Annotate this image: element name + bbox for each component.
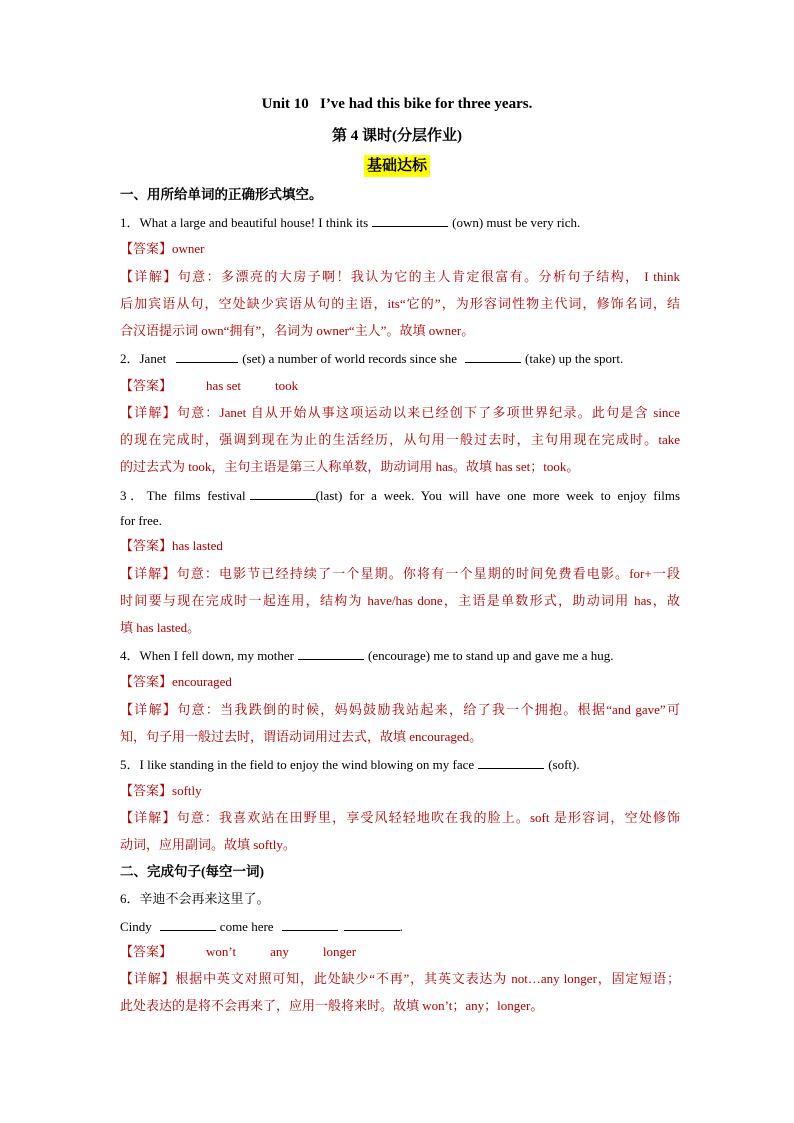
question-text: 5．I like standing in the field to enjoy the wind blowing on my face <box>120 757 475 772</box>
question-text: (soft). <box>548 757 580 772</box>
answer-6 <box>120 943 680 961</box>
question-text: . <box>399 919 403 934</box>
detail-text: 句意：多漂亮的大房子啊！我认为它的主人肯定很富有。分析句子结构， I think <box>177 269 680 284</box>
question-text: (set) a number of world records since she <box>242 351 458 366</box>
question-2 <box>120 349 680 368</box>
detail-tag: 【详解】 <box>120 269 178 284</box>
detail-text: 句意：电影节已经持续了一个星期。你将有一个星期的时间免费看电影。for+一段 <box>176 566 680 581</box>
answer-blank <box>298 646 364 660</box>
detail-tag: 【详解】 <box>120 810 177 825</box>
detail-5-line-2: 动词，应用副词。故填 softly。 <box>120 837 296 852</box>
detail-text: 句意：当我跌倒的时候，妈妈鼓励我站起来，给了我一个拥抱。根据“and gave”可 <box>177 702 680 717</box>
question-text: 3．The films festival <box>120 488 246 503</box>
answer-blank <box>372 213 448 227</box>
level-badge-wrap <box>0 155 794 177</box>
level-badge: 基础达标 <box>364 155 430 177</box>
answer-text: encouraged <box>172 674 232 689</box>
question-text: 2．Janet <box>120 351 167 366</box>
question-6-prompt: 6．辛迪不会再来这里了。 <box>120 891 270 906</box>
answer-4 <box>120 673 680 691</box>
detail-1-line-3: 合汉语提示词 own“拥有”，名词为 owner“主人”。故填 owner。 <box>120 323 475 338</box>
detail-3-line-2: 时间要与现在完成时一起连用，结构为 have/has done，主语是单数形式，助动词用 has，故 <box>120 593 680 608</box>
answer-blank <box>282 917 338 931</box>
question-1 <box>120 213 680 232</box>
detail-text: 句意：Janet 自从开始从事这项运动以来已经创下了多项世界纪录。此句是含 since <box>176 405 680 420</box>
section-heading-2: 二、完成句子(每空一词) <box>120 864 264 879</box>
detail-text: 句意：我喜欢站在田野里，享受风轻轻地吹在我的脸上。soft 是形容词，空处修饰 <box>176 810 680 825</box>
answer-text: softly <box>172 783 202 798</box>
detail-3-line-1 <box>120 565 680 583</box>
answer-text: has set <box>206 378 242 393</box>
answer-tag: 【答案】 <box>120 538 173 553</box>
answer-3 <box>120 537 680 555</box>
answer-tag: 【答案】 <box>120 944 173 959</box>
question-6 <box>120 917 680 936</box>
detail-2-line-1 <box>120 404 680 422</box>
question-4 <box>120 646 680 665</box>
question-text: Cindy <box>120 919 152 934</box>
detail-4-line-2: 知，句子用一般过去时，谓语动词用过去式，故填 encouraged。 <box>120 729 483 744</box>
question-text: (own) must be very rich. <box>452 215 581 230</box>
answer-tag: 【答案】 <box>120 241 173 256</box>
detail-tag: 【详解】 <box>120 566 177 581</box>
detail-6-line-1 <box>120 970 680 988</box>
answer-text: owner <box>172 241 205 256</box>
detail-tag: 【详解】 <box>120 405 177 420</box>
question-text: 4．When I fell down, my mother <box>120 648 295 663</box>
detail-2-line-2: 的现在完成时，强调到现在为止的生活经历，从句用一般过去时，主句用现在完成时。take <box>120 432 680 447</box>
section-heading-1: 一、用所给单词的正确形式填空。 <box>120 187 323 202</box>
answer-blank <box>465 349 521 363</box>
detail-1-line-1 <box>120 268 680 286</box>
answer-blank <box>250 486 316 500</box>
detail-3-line-3: 填 has lasted。 <box>120 620 201 635</box>
question-text: (take) up the sport. <box>525 351 624 366</box>
detail-tag: 【详解】 <box>120 702 178 717</box>
answer-blank <box>176 349 238 363</box>
question-3-line-2: for free. <box>120 513 162 528</box>
detail-4-line-1 <box>120 701 680 719</box>
question-text: come here <box>219 919 274 934</box>
answer-blank <box>478 755 544 769</box>
answer-text: took <box>275 378 299 393</box>
answer-text: has lasted <box>172 538 223 553</box>
page-title: Unit 10 I’ve had this bike for three years. <box>261 96 533 112</box>
detail-5-line-1 <box>120 809 680 827</box>
answer-text: any <box>270 944 289 959</box>
detail-text: 根据中英文对照可知，此处缺少“不再”，其英文表达为 not…any longer，固定短语； <box>175 971 680 986</box>
detail-6-line-2: 此处表达的是将不会再来了，应用一般将来时。故填 won’t；any；longer。 <box>120 998 544 1013</box>
question-3 <box>120 486 680 505</box>
question-5 <box>120 755 680 774</box>
detail-tag: 【详解】 <box>120 971 176 986</box>
answer-blank <box>344 917 400 931</box>
question-text: (last) for a week. You will have one more week to enjoy films <box>315 488 681 503</box>
answer-tag: 【答案】 <box>120 783 173 798</box>
answer-2 <box>120 377 680 395</box>
answer-tag: 【答案】 <box>120 378 173 393</box>
detail-1-line-2: 后加宾语从句，空处缺少宾语从句的主语，its“它的”，为形容词性物主代词，修饰名词，结 <box>120 296 680 311</box>
answer-tag: 【答案】 <box>120 674 173 689</box>
answer-1 <box>120 240 680 258</box>
page-subtitle: 第 4 课时(分层作业) <box>332 128 462 144</box>
question-text: 1．What a large and beautiful house! I think its <box>120 215 369 230</box>
answer-blank <box>160 917 216 931</box>
detail-2-line-3: 的过去式为 took，主句主语是第三人称单数，助动词用 has。故填 has set；took。 <box>120 459 580 474</box>
answer-5 <box>120 782 680 800</box>
answer-text: longer <box>322 944 357 959</box>
answer-text: won’t <box>206 944 237 959</box>
question-text: (encourage) me to stand up and gave me a hug. <box>368 648 614 663</box>
